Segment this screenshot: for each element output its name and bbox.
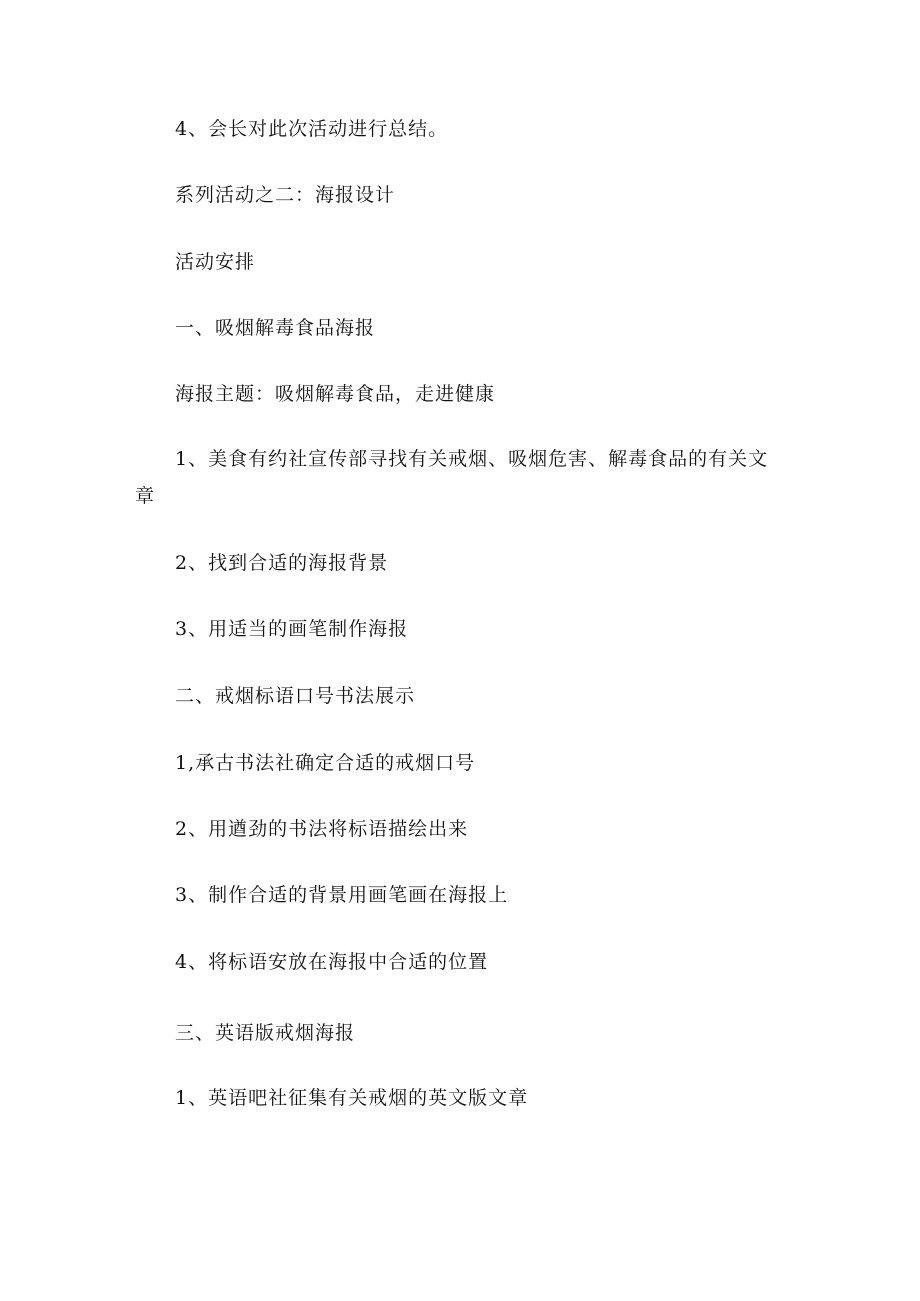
poster-theme: 海报主题：吸烟解毒食品，走进健康 [175, 383, 496, 405]
heading-item-one: 一、吸烟解毒食品海报 [175, 317, 376, 339]
calligraphy-step-four: 4、将标语安放在海报中合适的位置 [175, 951, 489, 973]
english-step-one: 1、英语吧社征集有关戒烟的英文版文章 [175, 1087, 529, 1109]
heading-item-two: 二、戒烟标语口号书法展示 [175, 685, 416, 707]
step-two: 2、找到合适的海报背景 [175, 552, 389, 574]
section-heading-poster-design: 系列活动之二：海报设计 [175, 184, 396, 206]
step-three: 3、用适当的画笔制作海报 [175, 618, 409, 640]
heading-item-three: 三、英语版戒烟海报 [175, 1022, 356, 1044]
step-one-long-paragraph: 1、美食有约社宣传部寻找有关戒烟、吸烟危害、解毒食品的有关文章 [135, 448, 769, 507]
calligraphy-step-three: 3、制作合适的背景用画笔画在海报上 [175, 884, 509, 906]
paragraph-summary: 4、会长对此次活动进行总结。 [175, 118, 449, 140]
calligraphy-step-two: 2、用遒劲的书法将标语描绘出来 [175, 818, 469, 840]
calligraphy-step-one: 1,承古书法社确定合适的戒烟口号 [175, 752, 476, 774]
subheading-activity-arrangement: 活动安排 [175, 251, 256, 273]
